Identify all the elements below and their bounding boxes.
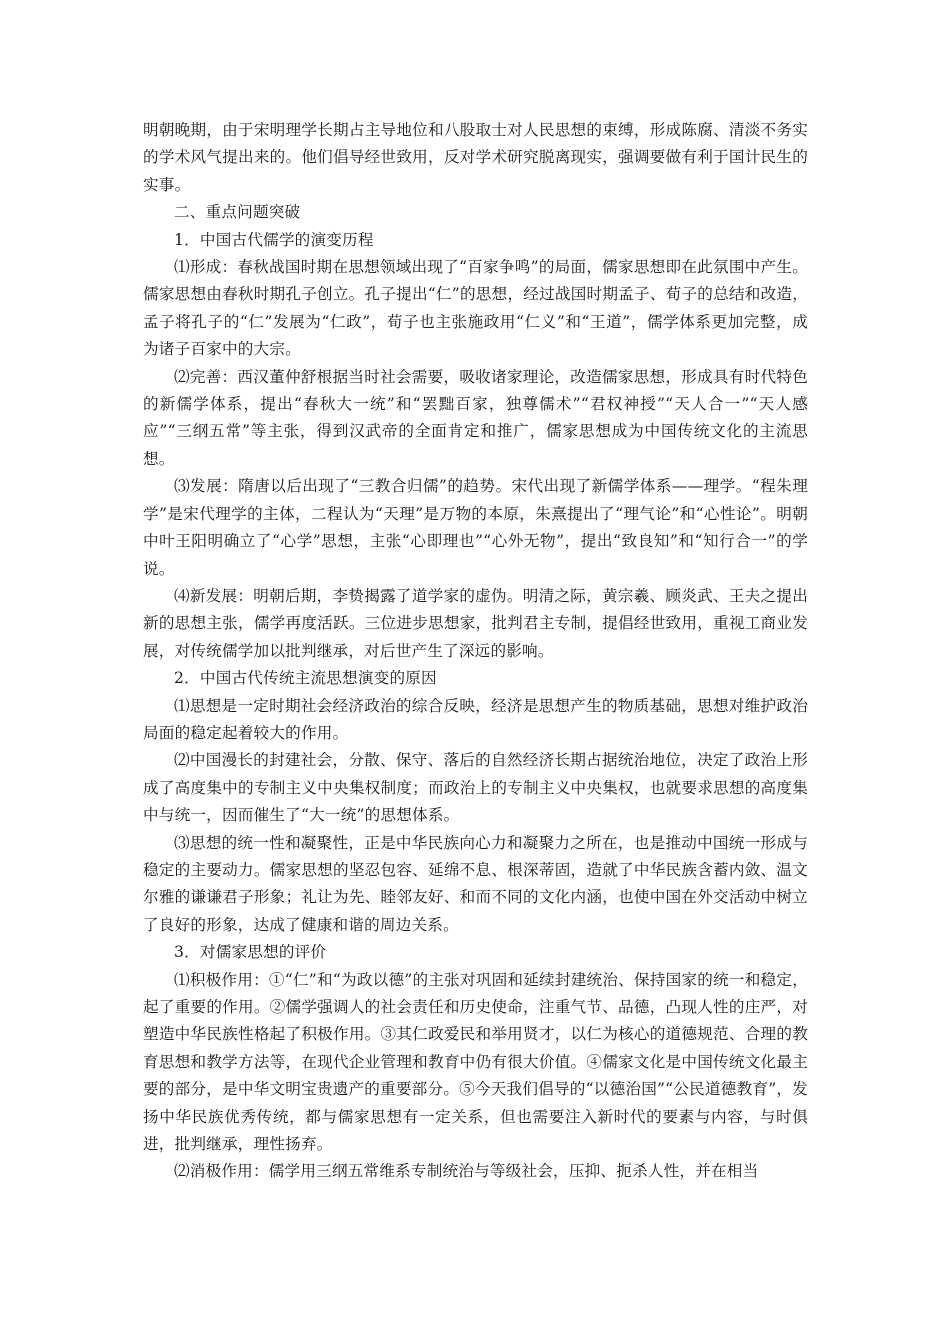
subsection-heading-evaluation: 3．对儒家思想的评价 [174,943,327,962]
paragraph-formation: ⑴形成：春秋战国时期在思想领域出现了“百家争鸣”的局面，儒家思想即在此氛围中产生。儒家思想由春秋时期孔子创立。孔子提出“仁”的思想，经过战国时期孟子、荀子的总结和改造，孟子将孔子的“仁”发展为“仁政”，荀子也主张施政用“仁义”和“王道”，儒学体系更加完整，成为诸子百家中的大宗。 [143,258,808,359]
subsection-heading-evolution-causes: 2．中国古代传统主流思想演变的原因 [174,669,437,688]
paragraph-improvement: ⑵完善：西汉董仲舒根据当时社会需要，吸收诸家理论，改造儒家思想，形成具有时代特色的新儒学体系，提出“春秋大一统”和“罢黜百家，独尊儒术”“君权神授”“天人合一”“天人感应”“三纲五常”等主张，得到汉武帝的全面肯定和推广，儒家思想成为中国传统文化的主流思想。 [143,367,808,468]
paragraph-new-development: ⑷新发展：明朝后期，李贽揭露了道学家的虚伪。明清之际，黄宗羲、顾炎武、王夫之提出新的思想主张，儒学再度活跃。三位进步思想家，批判君主专制，提倡经世致用，重视工商业发展，对传统儒学加以批判继承，对后世产生了深远的影响。 [143,586,808,660]
section-heading-key-issues: 二、重点问题突破 [174,203,301,222]
paragraph-development: ⑶发展：隋唐以后出现了“三教合归儒”的趋势。宋代出现了新儒学体系——理学。“程朱理学”是宋代理学的主体，二程认为“天理”是万物的本原，朱熹提出了“理气论”和“心性论”。明朝中叶王阳明确立了“心学”思想，主张“心即理也”“心外无物”，提出“致良知”和“知行合一”的学说。 [143,477,808,578]
document-body [143,117,808,1186]
paragraph-cause-1: ⑴思想是一定时期社会经济政治的综合反映，经济是思想产生的物质基础，思想对维护政治局面的稳定起着较大的作用。 [143,696,808,742]
paragraph-cause-3: ⑶思想的统一性和凝聚性，正是中华民族向心力和凝聚力之所在，也是推动中国统一形成与稳定的主要动力。儒家思想的坚忍包容、延绵不息、根深蒂固，造就了中华民族含蓄内敛、温文尔雅的谦谦君子形象；礼让为先、睦邻友好、和而不同的文化内涵，也使中国在外交活动中树立了良好的形象，达成了健康和谐的周边关系。 [143,833,808,934]
paragraph-cause-2: ⑵中国漫长的封建社会，分散、保守、落后的自然经济长期占据统治地位，决定了政治上形成了高度集中的专制主义中央集权制度；而政治上的专制主义中央集权，也就要求思想的高度集中与统一，因而催生了“大一统”的思想体系。 [143,751,808,825]
paragraph-positive-effects: ⑴积极作用：①“仁”和“为政以德”的主张对巩固和延续封建统治、保持国家的统一和稳定，起了重要的作用。②儒学强调人的社会责任和历史使命，注重气节、品德，凸现人性的庄严，对塑造中华民族性格起了积极作用。③其仁政爱民和举用贤才，以仁为核心的道德规范、合理的教育思想和教学方法等，在现代企业管理和教育中仍有很大价值。④儒家文化是中国传统文化最主要的部分，是中华文明宝贵遗产的重要部分。⑤今天我们倡导的“以德治国”“公民道德教育”，发扬中华民族优秀传统，都与儒家思想有一定关系，但也需要注入新时代的要素与内容，与时俱进，批判继承，理性扬弃。 [143,970,808,1154]
paragraph-negative-effects: ⑵消极作用：儒学用三纲五常维系专制统治与等级社会，压抑、扼杀人性，并在相当 [174,1162,759,1181]
subsection-heading-confucianism-evolution: 1．中国古代儒学的演变历程 [174,230,374,249]
intro-paragraph: 明朝晚期，由于宋明理学长期占主导地位和八股取士对人民思想的束缚，形成陈腐、清淡不务实的学术风气提出来的。他们倡导经世致用，反对学术研究脱离现实，强调要做有利于国计民生的实事。 [143,121,808,194]
